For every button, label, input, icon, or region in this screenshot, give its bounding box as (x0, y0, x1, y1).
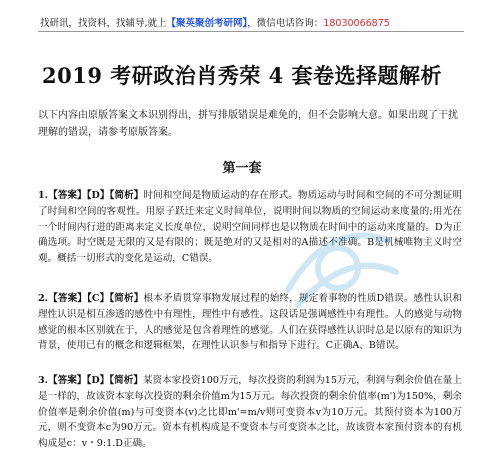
answer-text: 根本矛盾贯穿事物发展过程的始终，规定着事物的性质D错误。感性认识和理性认识是相互渗透的感性中有理性，理性中有感性。这段话是强调感性中有理性。人的感觉与动物感觉的根本区别就在于，人的感觉是包含着理性的感觉。人们在获得感性认识时总是以原有的知识为背景，使用已有的概念和逻辑框架，在理性认识参与和指导下进行。C正确A、B错误。 (38, 293, 462, 352)
answer-tag: 3.【答案】【D】【简析】 (38, 375, 143, 386)
site-header (40, 15, 460, 29)
phone-number[interactable]: 18030066875 (323, 18, 390, 29)
answer-entry-3 (38, 373, 462, 452)
document-title: 2019 考研政治肖秀荣 4 套卷选择题解析 (42, 63, 442, 88)
answer-entry-1 (38, 188, 462, 267)
brand-link[interactable]: 【聚英聚创考研网】 (166, 18, 248, 29)
section-heading: 第一套 (222, 161, 262, 176)
answer-entry-2 (38, 291, 462, 354)
intro-paragraph: 以下内容由原版答案文本识别得出，拼写排版错误是难免的，但不会影响大意。如果出现了干扰理解的错误，请参考原版答案。 (38, 110, 458, 138)
answer-text: 时间和空间是物质运动的存在形式。物质运动与时间和空间的不可分割证明了时间和空间的客观性。用原子跃迁来定义时间单位，说明时间以物质的空间运动来度量的;用光在一个时间内行进的距离来定义长度单位，说明空间同样也是以物质在时间中的运动来度量的。D为正确选项。时空既是无限的又是有限的；既是绝对的又是相对的A描述不准确。B是机械唯物主义时空观。概括一切形式的变化是运动，C错误。 (38, 190, 462, 265)
header-phone-label: ，微信电话咨询： (247, 18, 324, 29)
answer-tag: 1.【答案】【D】【简析】 (38, 190, 144, 201)
header-prefix: 找研讯，找资料，找辅导,就上 (40, 18, 167, 29)
answer-text: 某资本家投资100万元，每次投资的利润为15万元，利润与剩余价值在量上是一样的，故该资本家每次投资的剩余价值m为15万元。每次投资的剩余价值率(m')为150%，剩余价值率是剩余价值(m)与可变资本(v)之比即m'=m/v则可变资本v为10万元。其预付资本为100万元，则不变资本c为90万元。资本有机构成是不变资本与可变资本之比，故该资本家预付资本的有机构成是c：v・9:1.D正确。 (38, 375, 462, 450)
answer-tag: 2.【答案】【C】【简析】 (38, 293, 144, 304)
header-divider (38, 31, 464, 32)
